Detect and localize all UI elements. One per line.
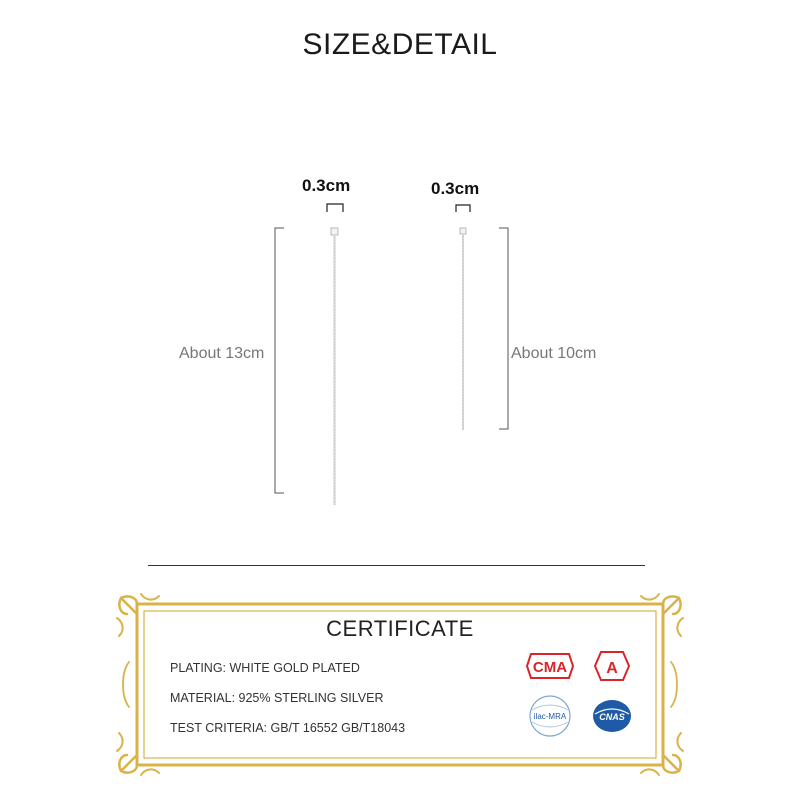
certificate-title: CERTIFICATE bbox=[326, 616, 474, 641]
length-label-short: About 10cm bbox=[511, 345, 597, 362]
svg-text:A: A bbox=[606, 660, 618, 677]
certification-logos bbox=[525, 648, 635, 740]
width-bracket-long bbox=[327, 204, 343, 212]
width-label-short: 0.3cm bbox=[431, 179, 480, 198]
length-bracket-short bbox=[499, 228, 508, 429]
length-label-long: About 13cm bbox=[179, 345, 265, 362]
width-bracket-short bbox=[456, 205, 470, 212]
svg-text:CMA: CMA bbox=[532, 659, 568, 676]
material-line: MATERIAL: 925% STERLING SILVER bbox=[170, 691, 384, 705]
length-bracket-long bbox=[275, 228, 284, 493]
svg-text:CNAS: CNAS bbox=[599, 712, 625, 722]
plating-line: PLATING: WHITE GOLD PLATED bbox=[170, 661, 360, 675]
cnas-logo bbox=[593, 700, 631, 732]
ilac-mra-logo bbox=[530, 696, 570, 736]
earring-cap-long bbox=[331, 228, 338, 235]
svg-text:ilac-MRA: ilac-MRA bbox=[533, 712, 567, 721]
page-title: SIZE&DETAIL bbox=[302, 28, 498, 61]
width-label-long: 0.3cm bbox=[302, 176, 351, 195]
section-divider bbox=[148, 565, 645, 566]
test-criteria-line: TEST CRITERIA: GB/T 16552 GB/T18043 bbox=[170, 721, 406, 735]
earring-cap-short bbox=[460, 228, 466, 234]
cma-logo bbox=[527, 654, 573, 678]
cal-logo bbox=[595, 652, 629, 680]
